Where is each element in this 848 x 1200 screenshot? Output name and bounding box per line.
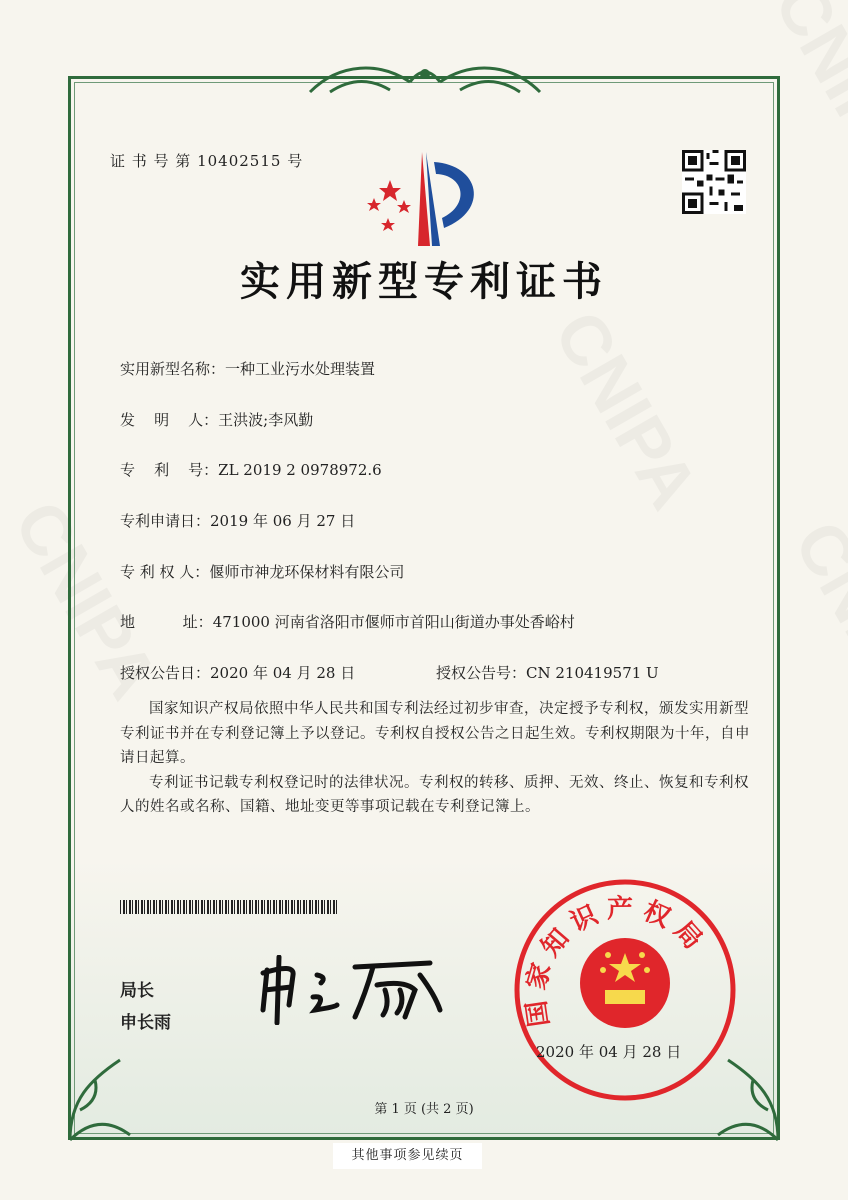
paragraph: 国家知识产权局依照中华人民共和国专利法经过初步审查，决定授予专利权，颁发实用新型专利证书并在专利登记簿上予以登记。专利权自授权公告之日起生效。专利权期限为十年，自申请日起算。 bbox=[120, 701, 750, 766]
field-value: 471000 河南省洛阳市偃师市首阳山街道办事处香峪村 bbox=[212, 613, 575, 631]
qr-code bbox=[682, 150, 746, 214]
field-value: ZL 2019 2 0978972.6 bbox=[218, 461, 382, 479]
continued-note: 其他事项参见续页 bbox=[333, 1143, 482, 1169]
field-label: 发 明 人： bbox=[120, 411, 219, 429]
field-value: 王洪波;李风勤 bbox=[218, 411, 314, 429]
certificate-title: 实用新型专利证书 bbox=[240, 258, 608, 305]
field-value: CN 210419571 U bbox=[526, 664, 659, 682]
official-seal bbox=[510, 875, 740, 1105]
director-name: 申长雨 bbox=[120, 1013, 171, 1033]
field-label: 授权公告号： bbox=[436, 664, 527, 682]
page-number: 第 1 页 (共 2 页) bbox=[374, 1102, 474, 1117]
field-value: 2019 年 06 月 27 日 bbox=[210, 512, 356, 530]
field-address bbox=[120, 611, 575, 632]
field-label: 授权公告日： bbox=[120, 664, 211, 682]
seal-date: 2020 年 04 月 28 日 bbox=[536, 1043, 682, 1061]
field-label: 专利申请日： bbox=[120, 512, 211, 530]
field-label: 地 址： bbox=[120, 613, 213, 631]
field-patent-number bbox=[120, 459, 382, 480]
cnipa-logo bbox=[360, 150, 490, 250]
field-value: 一种工业污水处理装置 bbox=[225, 360, 376, 378]
certificate-statement bbox=[120, 697, 760, 820]
director-signature bbox=[255, 955, 445, 1025]
field-application-date bbox=[120, 510, 355, 531]
director-title: 局长 bbox=[120, 981, 154, 1001]
field-label: 专 利 权 人： bbox=[120, 563, 210, 581]
barcode bbox=[120, 900, 338, 914]
certificate-number: 证 书 号 第 10402515 号 bbox=[110, 152, 304, 170]
field-patentee bbox=[120, 561, 404, 582]
top-ornament bbox=[300, 62, 550, 102]
paragraph: 专利证书记载专利权登记时的法律状况。专利权的转移、质押、无效、终止、恢复和专利权人的姓名或名称、国籍、地址变更等事项记载在专利登记簿上。 bbox=[120, 774, 749, 815]
field-grant-date bbox=[120, 662, 355, 683]
bottom-left-ornament bbox=[60, 1040, 140, 1150]
field-value: 2020 年 04 月 28 日 bbox=[210, 664, 356, 682]
field-label: 实用新型名称： bbox=[120, 360, 226, 378]
field-label: 专 利 号： bbox=[120, 461, 219, 479]
watermark bbox=[779, 508, 848, 732]
field-grant-publication-number bbox=[436, 662, 659, 683]
director-block bbox=[120, 975, 171, 1039]
field-value: 偃师市神龙环保材料有限公司 bbox=[209, 563, 405, 581]
field-inventors bbox=[120, 409, 313, 430]
seal-text: 国家知识产权局 bbox=[520, 893, 714, 1029]
field-utility-model-name bbox=[120, 358, 375, 379]
